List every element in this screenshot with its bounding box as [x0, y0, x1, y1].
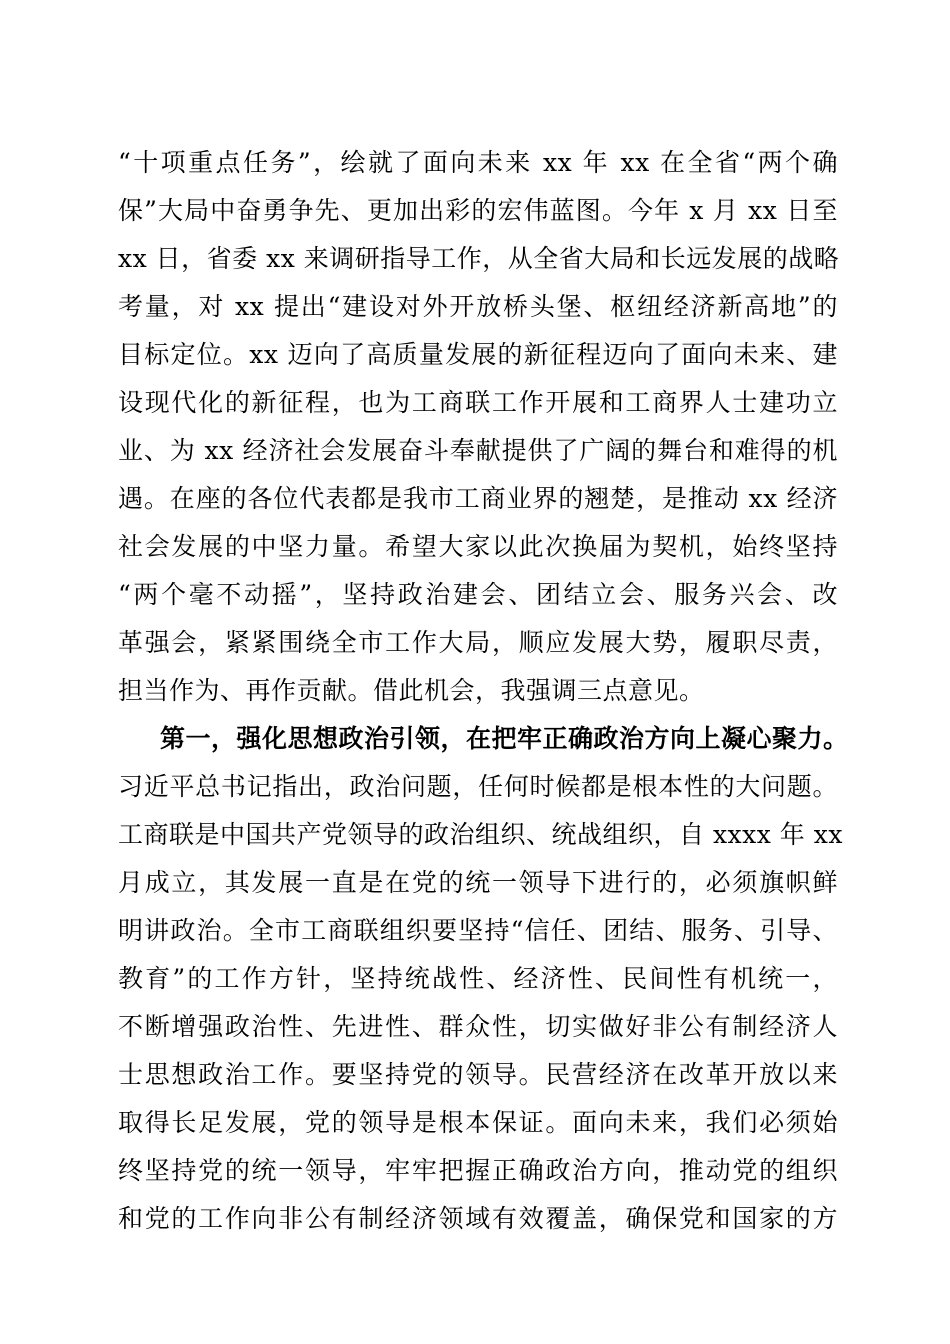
paragraph-1-line-5: 目标定位。xx 迈向了高质量发展的新征程迈向了面向未来、建 [118, 340, 838, 369]
paragraph-1-line-9: 社会发展的中坚力量。希望大家以此次换届为契机，始终坚持 [118, 532, 838, 561]
paragraph-2-line-8: 取得长足发展，党的领导是根本保证。面向未来，我们必须始 [118, 1108, 838, 1137]
paragraph-2-line-6: 不断增强政治性、先进性、群众性，切实做好非公有制经济人 [118, 1012, 838, 1041]
paragraph-2-line-2: 工商联是中国共产党领导的政治组织、统战组织，自 xxxx 年 xx [118, 820, 843, 849]
paragraph-1-line-10: “两个毫不动摇”，坚持政治建会、团结立会、服务兴会、改 [118, 580, 838, 609]
paragraph-1-line-1: “十项重点任务”，绘就了面向未来 xx 年 xx 在全省“两个确 [118, 148, 838, 177]
paragraph-1-line-3: xx 日，省委 xx 来调研指导工作，从全省大局和长远发展的战略 [118, 244, 840, 273]
paragraph-1-line-2: 保”大局中奋勇争先、更加出彩的宏伟蓝图。今年 x 月 xx 日至 [118, 196, 838, 225]
paragraph-1-line-8: 遇。在座的各位代表都是我市工商业界的翘楚，是推动 xx 经济 [118, 484, 838, 513]
paragraph-1-line-7: 业、为 xx 经济社会发展奋斗奉献提供了广阔的舞台和难得的机 [118, 436, 838, 465]
paragraph-1-line-4: 考量，对 xx 提出“建设对外开放桥头堡、枢纽经济新高地”的 [118, 292, 838, 321]
section-heading: 第一，强化思想政治引领，在把牢正确政治方向上凝心聚力。 [160, 724, 849, 753]
paragraph-2-line-4: 明讲政治。全市工商联组织要坚持“信任、团结、服务、引导、 [118, 916, 838, 945]
paragraph-1-line-12: 担当作为、再作贡献。借此机会，我强调三点意见。 [118, 676, 705, 705]
paragraph-2-line-10: 和党的工作向非公有制经济领域有效覆盖，确保党和国家的方 [118, 1204, 838, 1233]
paragraph-2-line-5: 教育”的工作方针，坚持统战性、经济性、民间性有机统一， [118, 964, 838, 993]
paragraph-2-line-9: 终坚持党的统一领导，牢牢把握正确政治方向，推动党的组织 [118, 1156, 838, 1185]
paragraph-2-line-3: 月成立，其发展一直是在党的统一领导下进行的，必须旗帜鲜 [118, 868, 838, 897]
paragraph-1-line-11: 革强会，紧紧围绕全市工作大局，顺应发展大势，履职尽责， [118, 628, 838, 657]
paragraph-2-line-7: 士思想政治工作。要坚持党的领导。民营经济在改革开放以来 [118, 1060, 838, 1089]
paragraph-2-line-1: 习近平总书记指出，政治问题，任何时候都是根本性的大问题。 [118, 772, 838, 801]
paragraph-1-line-6: 设现代化的新征程，也为工商联工作开展和工商界人士建功立 [118, 388, 838, 417]
